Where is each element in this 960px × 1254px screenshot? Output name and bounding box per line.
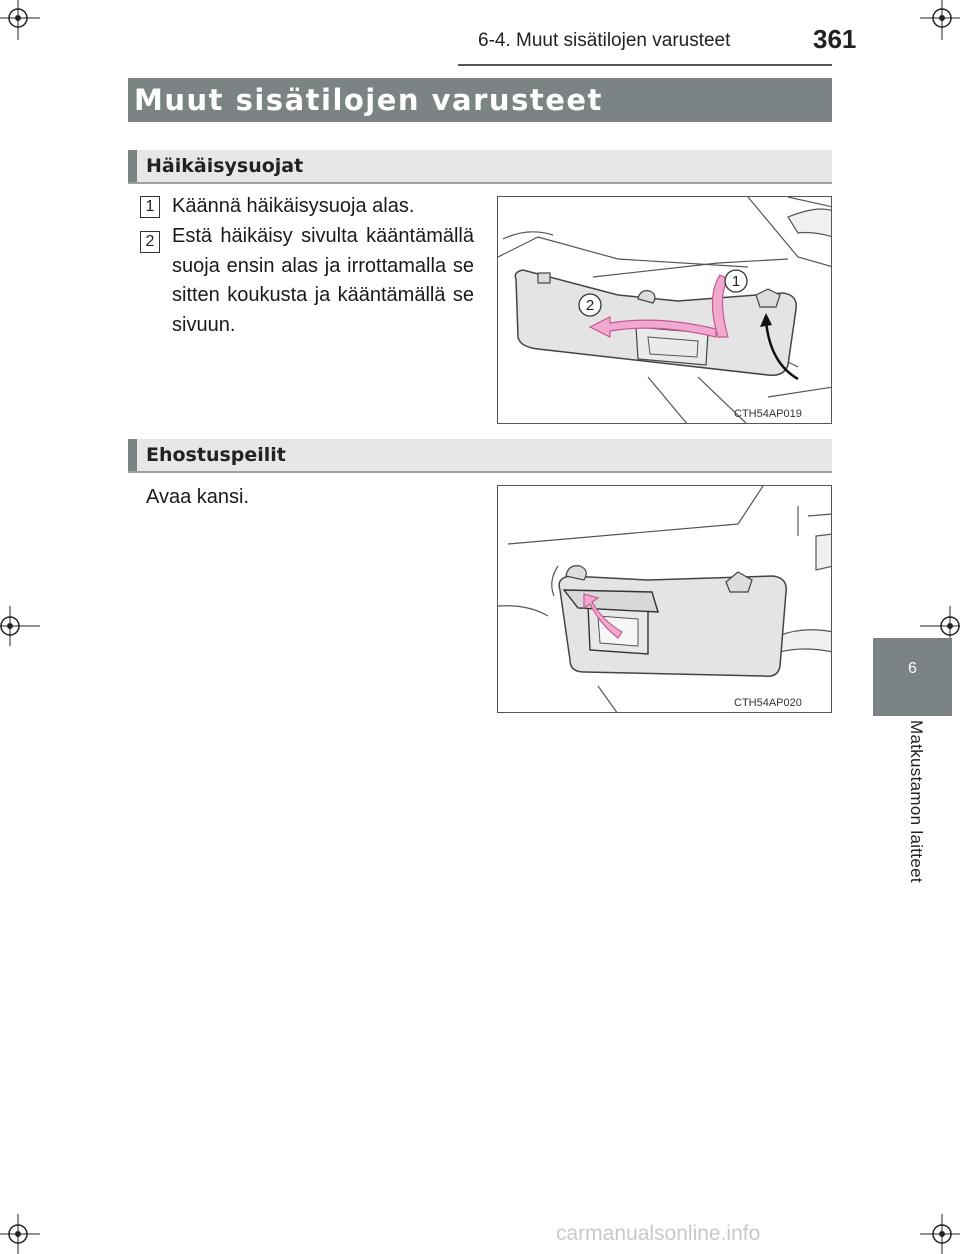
page-title: Muut sisätilojen varusteet xyxy=(128,78,832,122)
section-accent xyxy=(128,150,137,182)
step-number-badge: 2 xyxy=(140,231,160,253)
callout-1: 1 xyxy=(731,273,741,290)
figure-code: CTH54AP019 xyxy=(734,408,802,420)
step-text: Estä häikäisy sivulta kääntämällä suoja ensin alas ja irrottamalla se sitten koukusta ja kääntämällä se sivuun. xyxy=(172,225,474,336)
section-title: Häikäisysuojat xyxy=(146,155,304,177)
section-accent xyxy=(128,439,137,471)
registration-mark-top-right xyxy=(920,0,960,40)
step-number-badge: 1 xyxy=(140,196,160,218)
running-header: 6-4. Muut sisätilojen varusteet xyxy=(478,30,731,51)
registration-mark-top-left xyxy=(0,0,40,40)
registration-mark-bottom-left xyxy=(0,1214,40,1254)
instruction-text: Avaa kansi. xyxy=(146,486,250,508)
header-rule xyxy=(458,64,832,66)
callout-2: 2 xyxy=(585,297,595,314)
chapter-label: Matkustamon laitteet xyxy=(907,720,926,883)
step-text: Käännä häikäisysuoja alas. xyxy=(172,195,415,217)
section-title: Ehostuspeilit xyxy=(146,444,286,466)
registration-mark-bottom-right xyxy=(920,1214,960,1254)
section-heading-vanity-mirrors xyxy=(128,439,832,473)
watermark: carmanualsonline.info xyxy=(556,1222,761,1245)
page-number: 361 xyxy=(813,24,857,54)
section-heading-sun-visors xyxy=(128,150,832,184)
registration-mark-mid-left xyxy=(0,606,40,646)
chapter-number: 6 xyxy=(908,660,917,677)
vanity-mirror-illustration xyxy=(497,485,832,713)
sun-visor-illustration xyxy=(497,196,832,424)
figure-code: CTH54AP020 xyxy=(734,697,802,709)
